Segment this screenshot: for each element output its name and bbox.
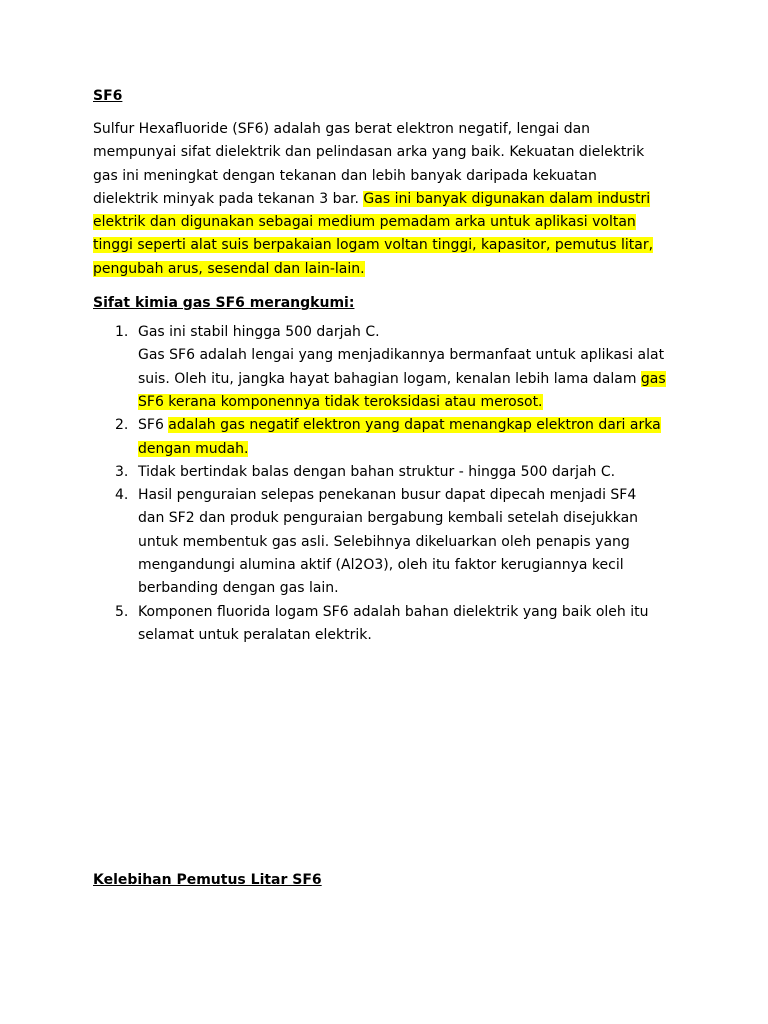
list-line	[138, 438, 683, 461]
intro-line: mempunyai sifat dielektrik dan pelindasan arka yang baik. Kekuatan dielektrik	[93, 144, 645, 161]
list-line: Gas ini stabil hingga 500 darjah C.	[138, 324, 380, 341]
highlighted-text: elektrik dan digunakan sebagai medium pemadam arka untuk aplikasi voltan	[93, 214, 636, 231]
list-line: dan SF2 dan produk penguraian bergabung kembali setelah disejukkan	[138, 510, 639, 527]
list-line: untuk membentuk gas asli. Selebihnya dikeluarkan oleh penapis yang	[138, 533, 630, 550]
highlighted-text: gas	[640, 370, 666, 387]
highlighted-text: adalah gas negatif elektron yang dapat menangkap elektron dari arka	[168, 417, 661, 434]
intro-line	[93, 188, 683, 211]
list-item	[93, 414, 683, 461]
list-line: Gas SF6 adalah lengai yang menjadikannya bermanfaat untuk aplikasi alat	[138, 347, 665, 364]
intro-text: dielektrik minyak pada tekanan 3 bar.	[93, 190, 364, 207]
list-line	[138, 391, 683, 414]
section-heading-advantages: Kelebihan Pemutus Litar SF6	[93, 872, 322, 888]
doc-title: SF6	[93, 88, 123, 104]
intro-line	[93, 211, 683, 234]
list-item	[93, 484, 683, 600]
list-line: Komponen fluorida logam SF6 adalah bahan dielektrik yang baik oleh itu	[138, 603, 649, 620]
list-line: Tidak bertindak balas dengan bahan struktur - hingga 500 darjah C.	[138, 463, 616, 480]
section-heading: Sifat kimia gas SF6 merangkumi:	[93, 295, 355, 312]
list-line	[138, 414, 683, 437]
intro-line: Sulfur Hexafluoride (SF6) adalah gas berat elektron negatif, lengai dan	[93, 121, 591, 137]
highlighted-text: dengan mudah.	[138, 440, 249, 457]
list-line: berbanding dengan gas lain.	[138, 580, 339, 597]
list-text: suis. Oleh itu, jangka hayat bahagian logam, kenalan lebih lama dalam	[138, 370, 641, 387]
list-number: 5.	[115, 603, 129, 620]
list-line: selamat untuk peralatan elektrik.	[138, 626, 372, 643]
highlighted-text: Gas ini banyak digunakan dalam industri	[363, 190, 651, 207]
list-number: 4.	[115, 487, 129, 504]
list-line: Hasil penguraian selepas penekanan busur dapat dipecah menjadi SF4	[138, 487, 637, 504]
document-page	[93, 86, 683, 647]
properties-list	[93, 321, 683, 647]
list-number: 2.	[115, 417, 129, 434]
intro-paragraph	[93, 118, 683, 281]
list-item	[93, 321, 683, 414]
intro-line	[93, 234, 683, 257]
list-line: mengandungi alumina aktif (Al2O3), oleh itu faktor kerugiannya kecil	[138, 557, 624, 574]
list-line	[138, 368, 683, 391]
list-number: 1.	[115, 324, 129, 341]
list-item	[93, 461, 683, 484]
highlighted-text: pengubah arus, sesendal dan lain-lain.	[93, 260, 365, 277]
list-number: 3.	[115, 463, 129, 480]
list-item	[93, 601, 683, 648]
intro-line	[93, 258, 683, 281]
list-text: SF6	[138, 417, 169, 434]
intro-line: gas ini meningkat dengan tekanan dan lebih banyak daripada kekuatan	[93, 167, 597, 184]
highlighted-text: SF6 kerana komponennya tidak teroksidasi atau merosot.	[138, 393, 543, 410]
highlighted-text: tinggi seperti alat suis berpakaian logam voltan tinggi, kapasitor, pemutus litar,	[93, 237, 654, 254]
